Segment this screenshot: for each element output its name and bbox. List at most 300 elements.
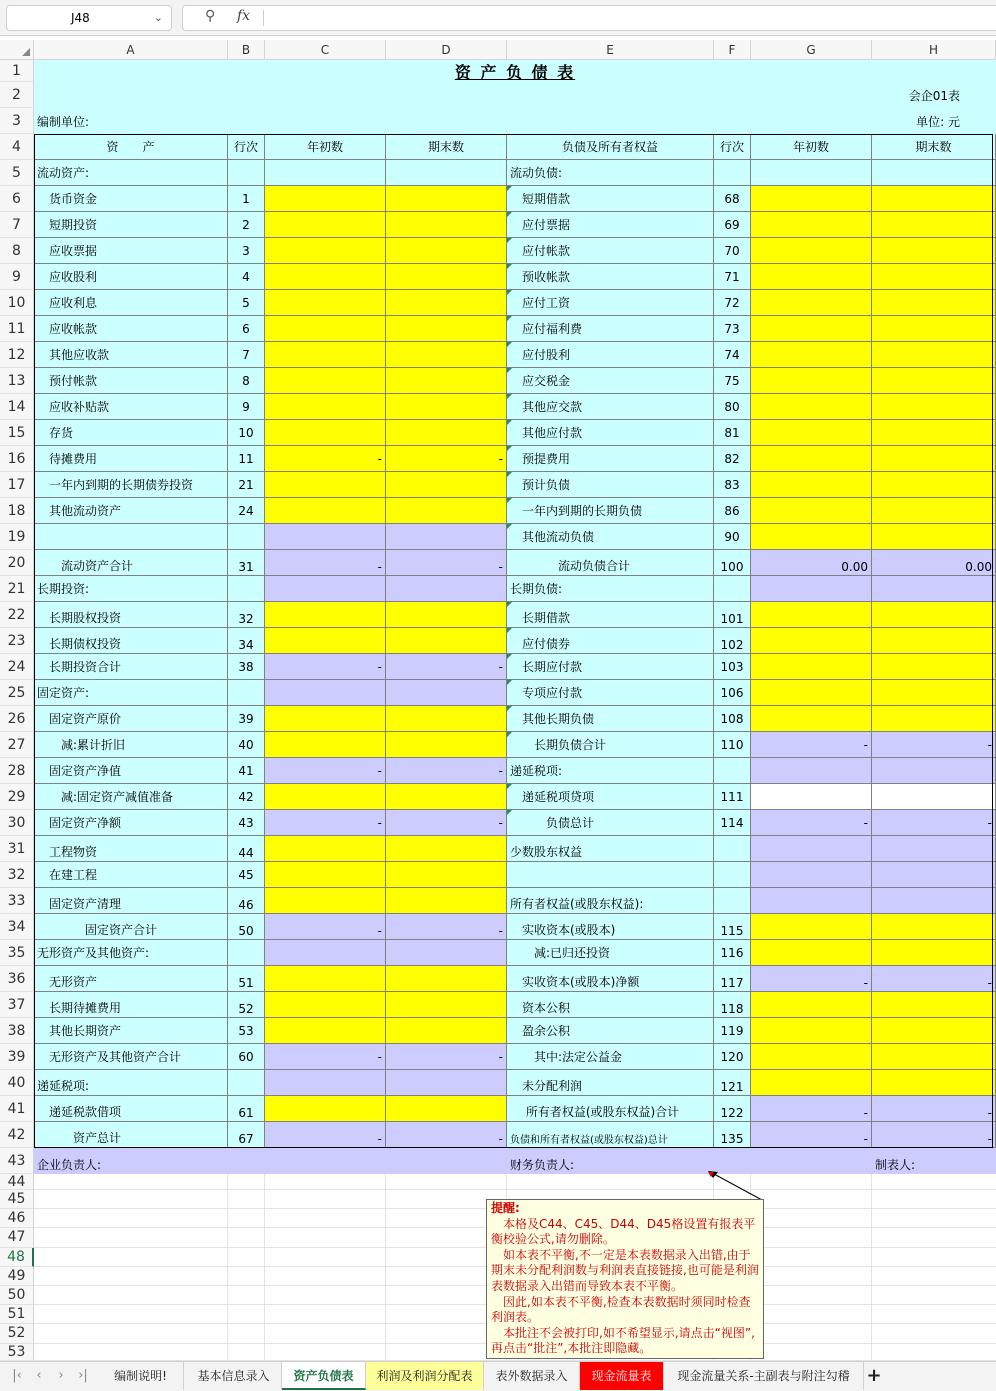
row-header[interactable]: 48 xyxy=(0,1248,34,1267)
column-header-f[interactable]: F xyxy=(714,40,751,60)
value-cell[interactable] xyxy=(265,602,386,628)
value-cell[interactable]: - xyxy=(751,1122,872,1148)
value-cell[interactable] xyxy=(386,862,507,888)
row-number[interactable]: 117 xyxy=(714,966,751,992)
row-label[interactable]: 其他流动资产 xyxy=(34,498,228,524)
row-label[interactable]: 无形资产及其他资产合计 xyxy=(34,1044,228,1070)
value-cell[interactable] xyxy=(265,1070,386,1096)
row-header[interactable]: 44 xyxy=(0,1174,34,1190)
value-cell[interactable] xyxy=(265,680,386,706)
value-cell[interactable] xyxy=(872,316,996,342)
row-number[interactable]: 102 xyxy=(714,628,751,654)
column-header-c[interactable]: C xyxy=(265,40,386,60)
row-label[interactable]: 长期债权投资 xyxy=(34,628,228,654)
row-label[interactable]: 工程物资 xyxy=(34,836,228,862)
row-number[interactable]: 53 xyxy=(228,1018,265,1044)
value-cell[interactable] xyxy=(386,1018,507,1044)
column-header-e[interactable]: E xyxy=(507,40,714,60)
value-cell[interactable]: - xyxy=(751,810,872,836)
value-cell[interactable] xyxy=(265,576,386,602)
row-label[interactable]: 预提费用 xyxy=(507,446,714,472)
sheet-tab[interactable]: 资产负债表 xyxy=(282,1362,366,1390)
row-number[interactable]: 51 xyxy=(228,966,265,992)
row-number[interactable]: 21 xyxy=(228,472,265,498)
row-number[interactable] xyxy=(228,1070,265,1096)
row-header[interactable]: 28 xyxy=(0,758,34,784)
select-all-corner[interactable] xyxy=(0,40,34,60)
value-cell[interactable] xyxy=(265,1096,386,1122)
sheet-tab[interactable]: 编制说明! xyxy=(98,1362,184,1390)
row-header[interactable]: 17 xyxy=(0,472,34,498)
row-header[interactable]: 31 xyxy=(0,836,34,862)
row-header[interactable]: 51 xyxy=(0,1305,34,1324)
value-cell[interactable]: - xyxy=(872,810,996,836)
row-label[interactable]: 存货 xyxy=(34,420,228,446)
row-number[interactable]: 41 xyxy=(228,758,265,784)
value-cell[interactable] xyxy=(872,160,996,186)
row-header[interactable]: 43 xyxy=(0,1148,34,1174)
row-label[interactable]: 应付票据 xyxy=(507,212,714,238)
column-title[interactable]: 期末数 xyxy=(872,134,996,160)
value-cell[interactable] xyxy=(751,446,872,472)
value-cell[interactable] xyxy=(872,186,996,212)
row-number[interactable]: 69 xyxy=(714,212,751,238)
row-header[interactable]: 12 xyxy=(0,342,34,368)
row-number[interactable] xyxy=(228,160,265,186)
value-cell[interactable] xyxy=(265,836,386,862)
value-cell[interactable] xyxy=(872,342,996,368)
row-label[interactable]: 其中:法定公益金 xyxy=(507,1044,714,1070)
value-cell[interactable]: - xyxy=(386,1044,507,1070)
row-number[interactable]: 40 xyxy=(228,732,265,758)
value-cell[interactable] xyxy=(751,836,872,862)
row-header[interactable]: 1 xyxy=(0,60,34,82)
value-cell[interactable] xyxy=(386,524,507,550)
row-label[interactable]: 递延税项贷项 xyxy=(507,784,714,810)
value-cell[interactable] xyxy=(872,888,996,914)
value-cell[interactable] xyxy=(265,368,386,394)
row-label[interactable]: 应收股利 xyxy=(34,264,228,290)
row-label[interactable]: 少数股东权益 xyxy=(507,836,714,862)
value-cell[interactable] xyxy=(751,862,872,888)
value-cell[interactable]: - xyxy=(265,654,386,680)
prev-sheet-icon[interactable]: ‹ xyxy=(36,1368,42,1383)
row-number[interactable]: 1 xyxy=(228,186,265,212)
row-number[interactable]: 61 xyxy=(228,1096,265,1122)
column-title[interactable]: 期末数 xyxy=(386,134,507,160)
column-header-d[interactable]: D xyxy=(386,40,507,60)
row-label[interactable]: 盈余公积 xyxy=(507,1018,714,1044)
row-label[interactable]: 长期投资: xyxy=(34,576,228,602)
form-number[interactable]: 会企01表 xyxy=(908,88,960,103)
row-number[interactable]: 135 xyxy=(714,1122,751,1148)
value-cell[interactable] xyxy=(386,290,507,316)
row-number[interactable] xyxy=(228,680,265,706)
value-cell[interactable] xyxy=(386,160,507,186)
row-number[interactable]: 120 xyxy=(714,1044,751,1070)
row-header[interactable]: 34 xyxy=(0,914,34,940)
row-header[interactable]: 38 xyxy=(0,1018,34,1044)
value-cell[interactable] xyxy=(386,316,507,342)
value-cell[interactable] xyxy=(265,524,386,550)
row-number[interactable]: 67 xyxy=(228,1122,265,1148)
value-cell[interactable] xyxy=(386,888,507,914)
row-label[interactable]: 货币资金 xyxy=(34,186,228,212)
row-number[interactable]: 101 xyxy=(714,602,751,628)
row-number[interactable]: 7 xyxy=(228,342,265,368)
value-cell[interactable] xyxy=(751,160,872,186)
value-cell[interactable] xyxy=(872,940,996,966)
row-label[interactable]: 应付福利费 xyxy=(507,316,714,342)
value-cell[interactable] xyxy=(872,446,996,472)
row-number[interactable]: 32 xyxy=(228,602,265,628)
column-header-h[interactable]: H xyxy=(872,40,996,60)
row-label[interactable]: 固定资产原价 xyxy=(34,706,228,732)
value-cell[interactable] xyxy=(751,420,872,446)
value-cell[interactable]: - xyxy=(386,446,507,472)
value-cell[interactable] xyxy=(872,680,996,706)
row-number[interactable]: 52 xyxy=(228,992,265,1018)
value-cell[interactable] xyxy=(872,1044,996,1070)
row-header[interactable]: 25 xyxy=(0,680,34,706)
row-number[interactable]: 122 xyxy=(714,1096,751,1122)
row-label[interactable]: 流动资产: xyxy=(34,160,228,186)
value-cell[interactable] xyxy=(386,576,507,602)
row-number[interactable] xyxy=(714,862,751,888)
row-label[interactable]: 固定资产净值 xyxy=(34,758,228,784)
row-number[interactable]: 116 xyxy=(714,940,751,966)
value-cell[interactable] xyxy=(872,992,996,1018)
row-number[interactable]: 8 xyxy=(228,368,265,394)
value-cell[interactable] xyxy=(872,862,996,888)
value-cell[interactable] xyxy=(751,680,872,706)
row-header[interactable]: 2 xyxy=(0,82,34,108)
value-cell[interactable]: - xyxy=(872,732,996,758)
value-cell[interactable] xyxy=(386,368,507,394)
value-cell[interactable] xyxy=(872,394,996,420)
row-header[interactable]: 5 xyxy=(0,160,34,186)
row-header[interactable]: 6 xyxy=(0,186,34,212)
value-cell[interactable] xyxy=(872,1070,996,1096)
row-label[interactable]: 其他应付款 xyxy=(507,420,714,446)
row-header[interactable]: 33 xyxy=(0,888,34,914)
row-header[interactable]: 39 xyxy=(0,1044,34,1070)
value-cell[interactable]: - xyxy=(265,446,386,472)
value-cell[interactable] xyxy=(751,1044,872,1070)
row-header[interactable]: 8 xyxy=(0,238,34,264)
value-cell[interactable] xyxy=(751,498,872,524)
value-cell[interactable] xyxy=(265,498,386,524)
row-header[interactable]: 32 xyxy=(0,862,34,888)
value-cell[interactable] xyxy=(265,186,386,212)
row-header[interactable]: 30 xyxy=(0,810,34,836)
value-cell[interactable] xyxy=(265,342,386,368)
value-cell[interactable] xyxy=(872,654,996,680)
value-cell[interactable] xyxy=(872,1018,996,1044)
row-label[interactable]: 其他长期负债 xyxy=(507,706,714,732)
row-label[interactable]: 预付帐款 xyxy=(34,368,228,394)
row-number[interactable]: 100 xyxy=(714,550,751,576)
row-header[interactable]: 19 xyxy=(0,524,34,550)
value-cell[interactable]: 0.00 xyxy=(872,550,996,576)
row-label[interactable]: 固定资产清理 xyxy=(34,888,228,914)
row-number[interactable] xyxy=(714,836,751,862)
value-cell[interactable] xyxy=(751,368,872,394)
row-header[interactable]: 13 xyxy=(0,368,34,394)
value-cell[interactable] xyxy=(265,628,386,654)
value-cell[interactable]: - xyxy=(751,732,872,758)
value-cell[interactable] xyxy=(265,992,386,1018)
value-cell[interactable] xyxy=(265,394,386,420)
value-cell[interactable] xyxy=(751,1070,872,1096)
value-cell[interactable] xyxy=(751,654,872,680)
row-label[interactable]: 应付工资 xyxy=(507,290,714,316)
compiler-label[interactable]: 编制单位: xyxy=(37,114,90,129)
row-label[interactable]: 其他应交款 xyxy=(507,394,714,420)
fx-icon[interactable]: fx xyxy=(237,8,251,24)
next-sheet-icon[interactable]: › xyxy=(58,1368,64,1383)
row-number[interactable]: 9 xyxy=(228,394,265,420)
row-header[interactable]: 41 xyxy=(0,1096,34,1122)
value-cell[interactable] xyxy=(265,420,386,446)
row-number[interactable]: 73 xyxy=(714,316,751,342)
value-cell[interactable] xyxy=(265,264,386,290)
value-cell[interactable] xyxy=(265,732,386,758)
value-cell[interactable] xyxy=(386,706,507,732)
row-number[interactable]: 4 xyxy=(228,264,265,290)
value-cell[interactable] xyxy=(265,238,386,264)
row-number[interactable]: 74 xyxy=(714,342,751,368)
row-label[interactable]: 短期借款 xyxy=(507,186,714,212)
value-cell[interactable] xyxy=(386,836,507,862)
row-number[interactable]: 68 xyxy=(714,186,751,212)
value-cell[interactable] xyxy=(751,238,872,264)
row-label[interactable]: 负债和所有者权益(或股东权益)总计 xyxy=(507,1122,714,1148)
row-header[interactable]: 40 xyxy=(0,1070,34,1096)
row-number[interactable]: 118 xyxy=(714,992,751,1018)
value-cell[interactable]: - xyxy=(386,914,507,940)
row-header[interactable]: 53 xyxy=(0,1344,34,1361)
value-cell[interactable] xyxy=(751,758,872,784)
row-header[interactable]: 11 xyxy=(0,316,34,342)
row-number[interactable]: 103 xyxy=(714,654,751,680)
row-header[interactable]: 22 xyxy=(0,602,34,628)
value-cell[interactable] xyxy=(872,914,996,940)
value-cell[interactable]: - xyxy=(872,966,996,992)
row-header[interactable]: 26 xyxy=(0,706,34,732)
value-cell[interactable] xyxy=(751,472,872,498)
column-title[interactable]: 年初数 xyxy=(751,134,872,160)
value-cell[interactable] xyxy=(751,940,872,966)
row-number[interactable]: 44 xyxy=(228,836,265,862)
row-label[interactable]: 资产总计 xyxy=(34,1122,228,1148)
value-cell[interactable] xyxy=(872,238,996,264)
value-cell[interactable] xyxy=(386,1070,507,1096)
value-cell[interactable] xyxy=(386,1096,507,1122)
row-number[interactable]: 5 xyxy=(228,290,265,316)
value-cell[interactable] xyxy=(872,706,996,732)
formula-input[interactable] xyxy=(182,5,996,31)
value-cell[interactable] xyxy=(872,576,996,602)
sheet-tab[interactable]: 利润及利润分配表 xyxy=(366,1362,484,1390)
row-header[interactable]: 16 xyxy=(0,446,34,472)
row-label[interactable] xyxy=(34,524,228,550)
value-cell[interactable] xyxy=(872,602,996,628)
row-header[interactable]: 18 xyxy=(0,498,34,524)
row-label[interactable]: 长期应付款 xyxy=(507,654,714,680)
row-number[interactable]: 31 xyxy=(228,550,265,576)
row-header[interactable]: 24 xyxy=(0,654,34,680)
row-header[interactable]: 37 xyxy=(0,992,34,1018)
value-cell[interactable]: - xyxy=(386,1122,507,1148)
row-label[interactable]: 长期待摊费用 xyxy=(34,992,228,1018)
row-number[interactable] xyxy=(714,160,751,186)
row-header[interactable]: 7 xyxy=(0,212,34,238)
value-cell[interactable] xyxy=(751,186,872,212)
value-cell[interactable] xyxy=(386,186,507,212)
row-number[interactable]: 6 xyxy=(228,316,265,342)
value-cell[interactable] xyxy=(751,576,872,602)
value-cell[interactable]: - xyxy=(872,1122,996,1148)
row-label[interactable]: 专项应付款 xyxy=(507,680,714,706)
row-label[interactable]: 实收资本(或股本) xyxy=(507,914,714,940)
row-label[interactable]: 应收补贴款 xyxy=(34,394,228,420)
chevron-down-icon[interactable]: ⌄ xyxy=(153,11,163,24)
row-number[interactable] xyxy=(228,524,265,550)
value-cell[interactable] xyxy=(386,940,507,966)
row-number[interactable]: 72 xyxy=(714,290,751,316)
row-header[interactable]: 15 xyxy=(0,420,34,446)
value-cell[interactable] xyxy=(751,888,872,914)
row-label[interactable]: 应交税金 xyxy=(507,368,714,394)
value-cell[interactable] xyxy=(265,706,386,732)
row-label[interactable]: 递延税项: xyxy=(507,758,714,784)
row-label[interactable]: 应付股利 xyxy=(507,342,714,368)
row-label[interactable]: 长期股权投资 xyxy=(34,602,228,628)
row-label[interactable]: 资本公积 xyxy=(507,992,714,1018)
row-number[interactable]: 34 xyxy=(228,628,265,654)
comment-box[interactable] xyxy=(486,1199,764,1359)
value-cell[interactable] xyxy=(386,498,507,524)
sheet-tab[interactable]: 现金流量表 xyxy=(580,1362,664,1390)
row-number[interactable]: 50 xyxy=(228,914,265,940)
row-label[interactable]: 预收帐款 xyxy=(507,264,714,290)
row-label[interactable]: 递延税款借项 xyxy=(34,1096,228,1122)
row-header[interactable]: 3 xyxy=(0,108,34,134)
value-cell[interactable] xyxy=(386,472,507,498)
row-number[interactable] xyxy=(714,888,751,914)
row-label[interactable]: 固定资产合计 xyxy=(34,914,228,940)
row-number[interactable] xyxy=(228,576,265,602)
value-cell[interactable] xyxy=(386,628,507,654)
row-number[interactable]: 39 xyxy=(228,706,265,732)
row-number[interactable]: 90 xyxy=(714,524,751,550)
row-label[interactable]: 负债总计 xyxy=(507,810,714,836)
value-cell[interactable] xyxy=(751,914,872,940)
value-cell[interactable]: - xyxy=(265,1044,386,1070)
row-header[interactable]: 46 xyxy=(0,1209,34,1228)
row-header[interactable]: 29 xyxy=(0,784,34,810)
column-header-b[interactable]: B xyxy=(228,40,265,60)
value-cell[interactable]: - xyxy=(265,550,386,576)
column-title[interactable]: 年初数 xyxy=(265,134,386,160)
value-cell[interactable] xyxy=(265,862,386,888)
value-cell[interactable] xyxy=(386,264,507,290)
value-cell[interactable]: - xyxy=(386,550,507,576)
value-cell[interactable] xyxy=(872,524,996,550)
value-cell[interactable] xyxy=(751,524,872,550)
value-cell[interactable] xyxy=(751,212,872,238)
value-cell[interactable] xyxy=(386,342,507,368)
value-cell[interactable] xyxy=(751,784,872,810)
row-number[interactable]: 42 xyxy=(228,784,265,810)
name-box[interactable] xyxy=(6,5,172,31)
row-label[interactable]: 长期负债: xyxy=(507,576,714,602)
row-header[interactable]: 47 xyxy=(0,1228,34,1247)
row-number[interactable]: 114 xyxy=(714,810,751,836)
row-label[interactable]: 应收票据 xyxy=(34,238,228,264)
row-number[interactable]: 38 xyxy=(228,654,265,680)
preparer-label[interactable]: 制表人: xyxy=(875,1158,916,1172)
value-cell[interactable] xyxy=(751,628,872,654)
value-cell[interactable] xyxy=(751,1018,872,1044)
value-cell[interactable] xyxy=(872,836,996,862)
row-label[interactable]: 应付帐款 xyxy=(507,238,714,264)
value-cell[interactable] xyxy=(386,784,507,810)
value-cell[interactable] xyxy=(872,472,996,498)
row-label[interactable]: 流动资产合计 xyxy=(34,550,228,576)
row-label[interactable]: 长期借款 xyxy=(507,602,714,628)
value-cell[interactable] xyxy=(872,290,996,316)
row-label[interactable]: 其他长期资产 xyxy=(34,1018,228,1044)
row-label[interactable]: 长期负债合计 xyxy=(507,732,714,758)
column-header-g[interactable]: G xyxy=(751,40,872,60)
row-header[interactable]: 9 xyxy=(0,264,34,290)
row-number[interactable]: 75 xyxy=(714,368,751,394)
row-header[interactable]: 10 xyxy=(0,290,34,316)
responsible-person-label[interactable]: 企业负责人: xyxy=(37,1158,102,1172)
sheet-tab[interactable]: 基本信息录入 xyxy=(186,1362,282,1390)
value-cell[interactable] xyxy=(265,940,386,966)
row-header[interactable]: 20 xyxy=(0,550,34,576)
value-cell[interactable] xyxy=(751,316,872,342)
value-cell[interactable] xyxy=(872,784,996,810)
value-cell[interactable] xyxy=(872,420,996,446)
value-cell[interactable]: - xyxy=(751,1096,872,1122)
value-cell[interactable] xyxy=(386,732,507,758)
row-label[interactable]: 实收资本(或股本)净额 xyxy=(507,966,714,992)
row-label[interactable]: 固定资产: xyxy=(34,680,228,706)
value-cell[interactable] xyxy=(872,264,996,290)
value-cell[interactable] xyxy=(872,212,996,238)
row-label[interactable]: 所有者权益(或股东权益)合计 xyxy=(507,1096,714,1122)
row-label[interactable]: 长期投资合计 xyxy=(34,654,228,680)
value-cell[interactable] xyxy=(265,888,386,914)
value-cell[interactable] xyxy=(386,966,507,992)
first-sheet-icon[interactable]: |‹ xyxy=(12,1368,22,1383)
row-number[interactable]: 111 xyxy=(714,784,751,810)
value-cell[interactable] xyxy=(265,290,386,316)
row-header[interactable]: 35 xyxy=(0,940,34,966)
value-cell[interactable] xyxy=(751,706,872,732)
value-cell[interactable] xyxy=(872,758,996,784)
row-header[interactable]: 45 xyxy=(0,1190,34,1209)
row-number[interactable] xyxy=(714,576,751,602)
row-label[interactable]: 预计负债 xyxy=(507,472,714,498)
value-cell[interactable] xyxy=(751,394,872,420)
sheet-tab[interactable]: 现金流量关系-主副表与附注勾稽 xyxy=(664,1362,864,1390)
row-header[interactable]: 42 xyxy=(0,1122,34,1148)
